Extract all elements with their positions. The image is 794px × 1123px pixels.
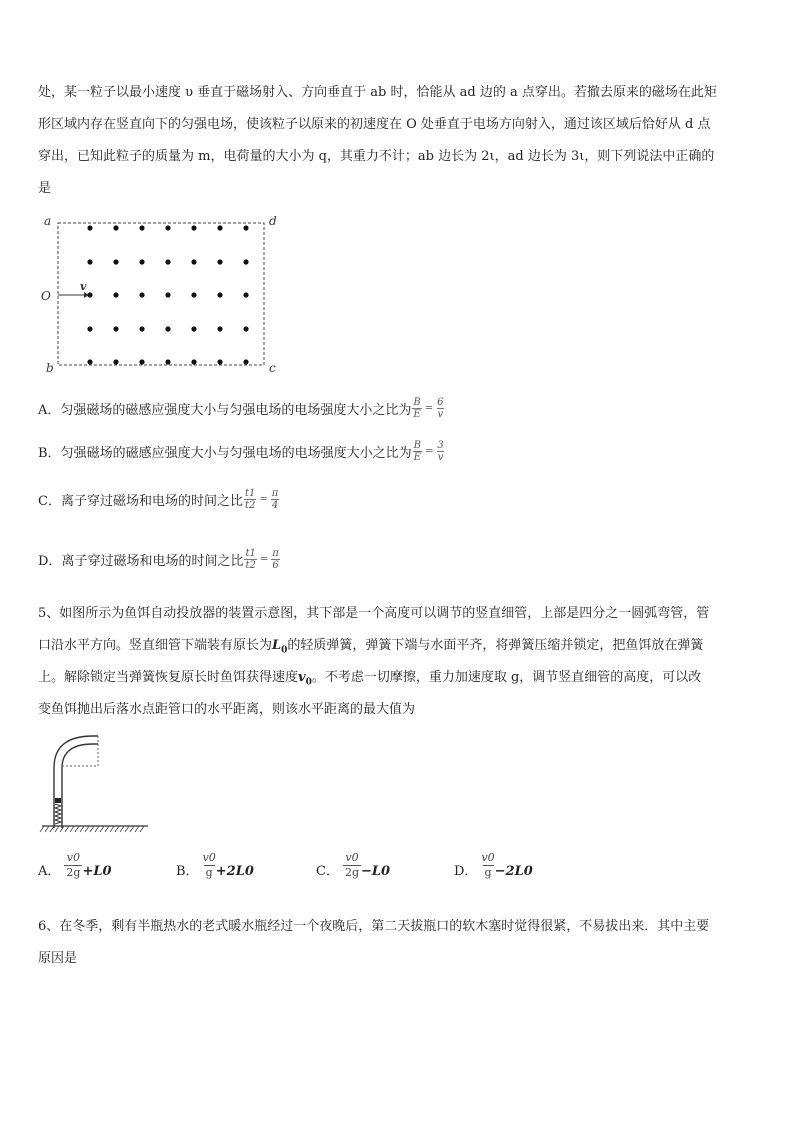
p5-line3-var: v bbox=[298, 670, 306, 685]
field-dot bbox=[113, 359, 118, 364]
option-c-ratio-left: $\frac{t1}{t2}$ bbox=[244, 488, 256, 511]
field-dot bbox=[191, 292, 196, 297]
hatch-line bbox=[95, 826, 99, 832]
field-dot bbox=[139, 225, 144, 230]
p5-line2-sub: 0 bbox=[281, 645, 288, 656]
option-b[interactable] bbox=[38, 440, 446, 463]
option-a-eq: = bbox=[424, 403, 434, 414]
option-b-ratio-right: $\frac{3}{v}$ bbox=[437, 440, 444, 463]
field-dot bbox=[243, 359, 248, 364]
field-dot bbox=[165, 259, 170, 264]
field-dot bbox=[113, 225, 118, 230]
field-dot bbox=[243, 326, 248, 331]
field-dot bbox=[165, 359, 170, 364]
field-dot bbox=[217, 326, 222, 331]
field-dot bbox=[139, 326, 144, 331]
answer-a[interactable] bbox=[38, 851, 112, 880]
option-a-text: 匀强磁场的磁感应强度大小与匀强电场的电场强度大小之比为 bbox=[60, 403, 412, 418]
hatch-line bbox=[65, 826, 69, 832]
field-dot bbox=[165, 292, 170, 297]
hatch-line bbox=[40, 826, 44, 832]
field-dot bbox=[191, 225, 196, 230]
option-a[interactable] bbox=[38, 397, 446, 420]
label-O: O bbox=[41, 289, 51, 303]
option-b-eq: = bbox=[424, 446, 434, 457]
hatch-line bbox=[140, 826, 144, 832]
field-dot bbox=[217, 359, 222, 364]
problem6-line-2: 原因是 bbox=[38, 951, 78, 966]
option-d-ratio-left: $\frac{t1}{t2}$ bbox=[245, 548, 256, 571]
field-dot bbox=[191, 359, 196, 364]
hatch-line bbox=[135, 826, 139, 832]
answer-b-fraction: $\frac{v0}{g}$ bbox=[202, 851, 216, 879]
problem5-line-4: 变鱼饵抛出后落水点距管口的水平距离，则该水平距离的最大值为 bbox=[38, 702, 416, 717]
hatch-line bbox=[70, 826, 74, 832]
hatch-line bbox=[75, 826, 79, 832]
p5-line3-sub: 0 bbox=[305, 677, 312, 688]
field-dot bbox=[217, 225, 222, 230]
field-dot bbox=[165, 326, 170, 331]
field-dot bbox=[87, 259, 92, 264]
option-c-eq: = bbox=[259, 494, 268, 505]
answer-b-tail: +2L0 bbox=[215, 864, 254, 879]
answer-d-fraction: $\frac{v0}{g}$ bbox=[481, 851, 495, 879]
p5-line2-a: 口沿水平方向。竖直细管下端装有原长为 bbox=[38, 638, 273, 653]
option-b-letter: B． bbox=[38, 446, 61, 461]
answer-d[interactable] bbox=[454, 851, 533, 880]
hatch-line bbox=[105, 826, 109, 832]
curved-tube-inner bbox=[62, 744, 98, 828]
field-dot bbox=[87, 326, 92, 331]
answer-b[interactable] bbox=[176, 851, 254, 880]
hatch-line bbox=[115, 826, 119, 832]
stem-line-2: 形区域内存在竖直向下的匀强电场，使该粒子以原来的初速度在 O 处垂直于电场方向射入，通过该区域后恰好从 d 点 bbox=[38, 117, 711, 132]
problem5-line-1: 5、如图所示为鱼饵自动投放器的装置示意图，其下部是一个高度可以调节的竖直细管，上部是四分之一圆弧弯管，管 bbox=[38, 606, 710, 621]
answer-a-fraction: $\frac{v0}{2g}$ bbox=[66, 851, 81, 879]
stem-line-3: 穿出，已知此粒子的质量为 m，电荷量的大小为 q，其重力不计；ab 边长为 2ι，ad 边长为 3ι，则下列说法中正确的 bbox=[38, 149, 715, 164]
field-dot bbox=[191, 259, 196, 264]
option-a-ratio-right: $\frac{6}{v}$ bbox=[437, 397, 444, 420]
field-dot bbox=[113, 259, 118, 264]
answer-c-tail: −L0 bbox=[361, 864, 391, 879]
option-d-letter: D． bbox=[38, 554, 62, 569]
label-c: c bbox=[269, 361, 276, 375]
hatch-line bbox=[90, 826, 94, 832]
hatch-line bbox=[80, 826, 84, 832]
option-d-ratio-right: $\frac{\pi}{6}$ bbox=[272, 548, 279, 571]
field-dot bbox=[139, 259, 144, 264]
problem5-line-2 bbox=[38, 634, 703, 656]
option-b-ratio-left: $\frac{B}{E}$ bbox=[413, 440, 421, 463]
answer-a-tail: +L0 bbox=[82, 864, 112, 879]
stem-line-1: 处，某一粒子以最小速度 υ 垂直于磁场射入、方向垂直于 ab 时，恰能从 ad 边的 a 点穿出。若撤去原来的磁场在此矩 bbox=[38, 85, 717, 100]
hatch-line bbox=[120, 826, 124, 832]
field-dot bbox=[243, 225, 248, 230]
stem-line-4: 是 bbox=[38, 181, 52, 196]
field-dot bbox=[139, 292, 144, 297]
p5-line3-b: 。不考虑一切摩擦，重力加速度取 g，调节竖直细管的高度，可以改 bbox=[311, 670, 702, 685]
field-dots bbox=[87, 225, 248, 364]
field-dot bbox=[217, 292, 222, 297]
answer-a-letter: A． bbox=[38, 864, 61, 879]
hatch-line bbox=[130, 826, 134, 832]
answer-c[interactable] bbox=[316, 851, 390, 880]
option-b-text: 匀强磁场的磁感应强度大小与匀强电场的电场强度大小之比为 bbox=[60, 446, 412, 461]
answer-b-letter: B． bbox=[176, 864, 199, 879]
hatch-line bbox=[55, 826, 59, 832]
ground-hatching bbox=[40, 826, 144, 832]
field-dot bbox=[243, 259, 248, 264]
spring bbox=[55, 804, 61, 824]
option-c-ratio-right: $\frac{\pi}{4}$ bbox=[271, 488, 279, 511]
p5-line2-b: 的轻质弹簧，弹簧下端与水面平齐，将弹簧压缩并锁定，把鱼饵放在弹簧 bbox=[287, 638, 704, 653]
p5-line2-var: L bbox=[272, 638, 282, 653]
hatch-line bbox=[85, 826, 89, 832]
answer-d-letter: D． bbox=[454, 864, 478, 879]
p5-line3-a: 上。解除锁定当弹簧恢复原长时鱼饵获得速度 bbox=[38, 670, 299, 685]
option-c-text: 离子穿过磁场和电场的时间之比 bbox=[60, 494, 243, 509]
field-dot bbox=[87, 225, 92, 230]
option-d-text: 离子穿过磁场和电场的时间之比 bbox=[61, 554, 244, 569]
field-dot bbox=[165, 225, 170, 230]
hatch-line bbox=[45, 826, 49, 832]
answer-d-tail: −2L0 bbox=[494, 864, 533, 879]
label-a: a bbox=[44, 214, 52, 228]
option-c[interactable] bbox=[38, 488, 280, 511]
field-dot bbox=[139, 359, 144, 364]
answer-c-fraction: $\frac{v0}{2g}$ bbox=[344, 851, 359, 879]
field-dot bbox=[243, 292, 248, 297]
field-dot bbox=[191, 326, 196, 331]
bait bbox=[55, 798, 61, 803]
label-d: d bbox=[269, 214, 277, 228]
option-a-ratio-left: $\frac{B}{E}$ bbox=[413, 397, 421, 420]
option-c-letter: C． bbox=[38, 494, 61, 509]
label-v: v bbox=[80, 280, 87, 293]
problem6-line-1: 6、在冬季，剩有半瓶热水的老式暖水瓶经过一个夜晚后，第二天拔瓶口的软木塞时觉得很紧，不易拔出来．其中主要 bbox=[38, 919, 710, 934]
option-d[interactable] bbox=[38, 548, 281, 571]
label-b: b bbox=[46, 361, 54, 375]
problem5-line-3 bbox=[38, 666, 701, 688]
field-dot bbox=[113, 292, 118, 297]
option-d-eq: = bbox=[259, 554, 269, 565]
field-dot bbox=[217, 259, 222, 264]
feeder-diagram bbox=[38, 728, 153, 833]
field-dot bbox=[87, 359, 92, 364]
option-a-letter: A． bbox=[38, 403, 61, 418]
hatch-line bbox=[50, 826, 54, 832]
hatch-line bbox=[125, 826, 129, 832]
hatch-line bbox=[110, 826, 114, 832]
field-diagram bbox=[38, 210, 288, 380]
answer-c-letter: C． bbox=[316, 864, 339, 879]
field-dot bbox=[113, 326, 118, 331]
hatch-line bbox=[100, 826, 104, 832]
